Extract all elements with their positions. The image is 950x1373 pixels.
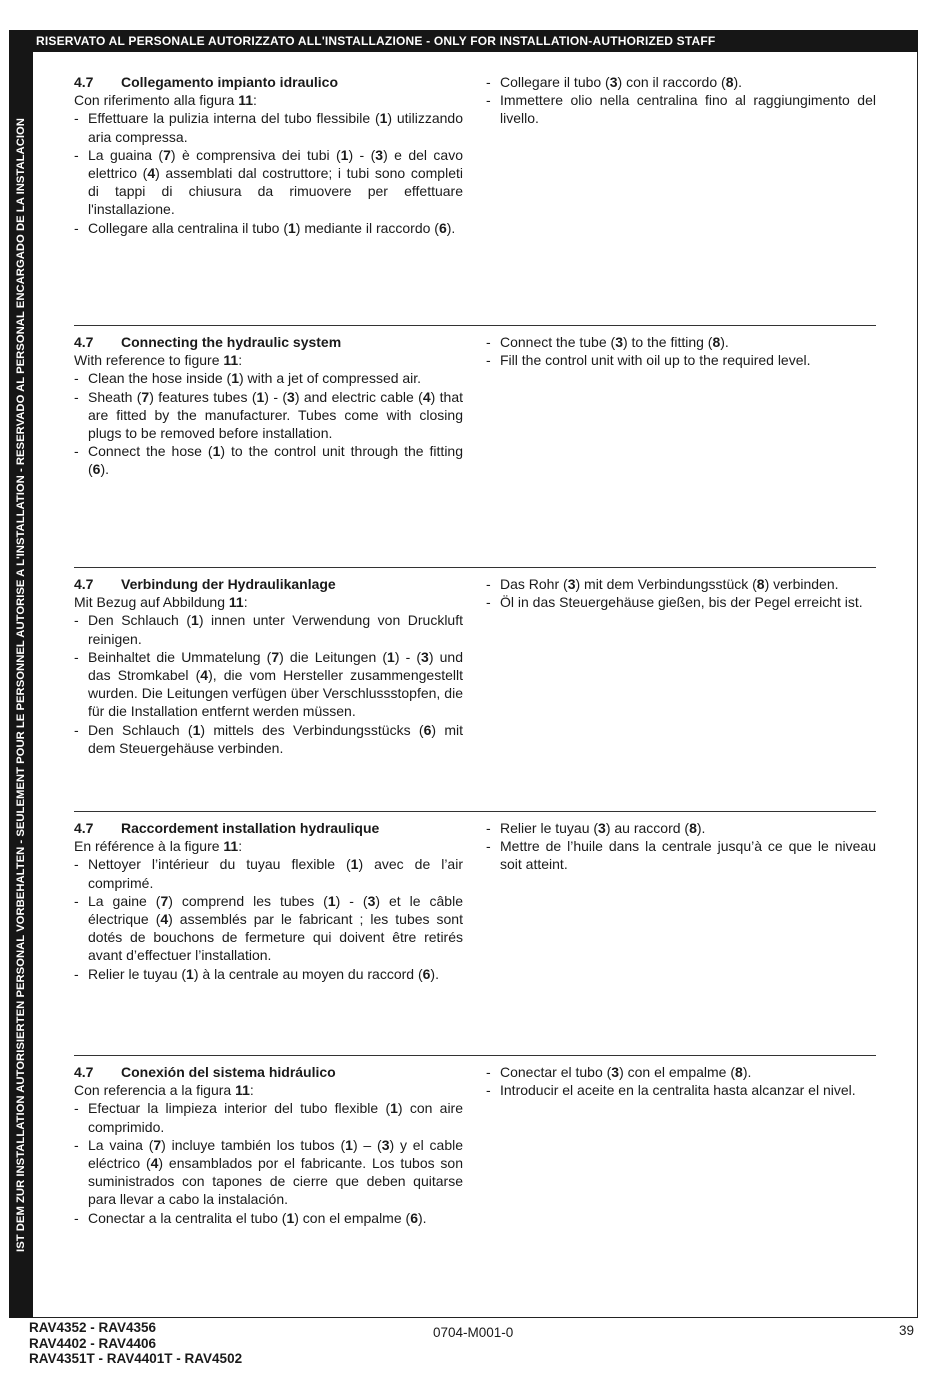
- reference-number: 7: [271, 648, 280, 665]
- text-run: ) mit dem Steuergehäuse verbinden.: [88, 721, 464, 756]
- sidebar-banner: [9, 52, 33, 1318]
- list-item: [486, 91, 876, 127]
- reference-number: 8: [725, 74, 734, 90]
- instruction-list: [74, 109, 463, 236]
- list-item: [74, 1136, 463, 1209]
- text-run: :: [238, 352, 243, 369]
- reference-number: 7: [163, 146, 171, 163]
- reference-number: 3: [567, 576, 576, 592]
- reference-number: 1: [379, 110, 388, 127]
- list-item: [486, 1063, 876, 1081]
- text-run: La gaine (: [88, 892, 161, 909]
- text-run: ) assemblés par le fabricant ; les tubes sont dotés de bouchons de fermeture qui doivent être retirés avant d’effectuer l’installation.: [88, 911, 463, 964]
- text-run: ) mit dem Verbindungsstück (: [575, 576, 757, 592]
- list-item: [74, 388, 463, 443]
- text-run: ) - (: [335, 892, 368, 909]
- reference-number: 1: [186, 965, 194, 982]
- right-column: [486, 819, 876, 874]
- section-french: [74, 811, 876, 982]
- instruction-list: [486, 1063, 876, 1099]
- text-run: Connect the tube (: [500, 334, 616, 350]
- text-run: ) - (: [348, 146, 376, 163]
- text-run: ) - (: [394, 648, 422, 665]
- reference-number: 7: [153, 1136, 162, 1153]
- text-run: Connect the hose (: [88, 443, 213, 460]
- list-item: [486, 593, 876, 611]
- list-item: [74, 1209, 463, 1227]
- section-intro: [74, 837, 463, 855]
- reference-number: 11: [238, 92, 253, 109]
- left-column: [74, 819, 463, 983]
- text-run: ) und das Stromkabel (: [88, 648, 463, 684]
- reference-number: 3: [375, 146, 384, 163]
- instruction-list: [486, 73, 876, 128]
- text-run: ).: [733, 74, 743, 90]
- list-item: [486, 819, 876, 837]
- section-number: 4.7: [74, 576, 94, 592]
- text-run: ) with a jet of compressed air.: [239, 370, 422, 387]
- section-title: Connecting the hydraulic system: [121, 334, 342, 350]
- section-number: 4.7: [74, 334, 94, 350]
- text-run: Öl in das Steuergehäuse gießen, bis der Pegel erreicht ist.: [500, 594, 863, 611]
- text-run: ) au raccord (: [605, 820, 690, 836]
- footer-models: [29, 1320, 242, 1367]
- text-run: Effettuare la pulizia interna del tubo flessibile (: [88, 110, 380, 127]
- text-run: Relier le tuyau (: [500, 820, 599, 836]
- reference-number: 7: [141, 388, 150, 405]
- text-run: Das Rohr (: [500, 576, 568, 592]
- section-title: Raccordement installation hydraulique: [121, 820, 380, 836]
- instruction-list: [486, 333, 876, 369]
- text-run: Mettre de l’huile dans la centrale jusqu’à ce que le niveau soit atteint.: [500, 838, 876, 873]
- text-run: :: [238, 838, 243, 855]
- reference-number: 6: [92, 461, 101, 478]
- reference-number: 3: [421, 648, 429, 665]
- reference-number: 4: [147, 165, 156, 182]
- text-run: Fill the control unit with oil up to the required level.: [500, 352, 811, 369]
- text-run: En référence à la figure: [74, 838, 224, 855]
- section-heading: [74, 333, 463, 351]
- text-run: ) mittels des Verbindungsstücks (: [200, 721, 424, 738]
- text-run: ).: [100, 461, 110, 478]
- list-item: [486, 837, 876, 873]
- text-run: Collegare il tubo (: [500, 74, 610, 90]
- reference-number: 8: [735, 1064, 743, 1080]
- instruction-list: [74, 611, 463, 757]
- section-heading: [74, 73, 463, 91]
- text-run: Con riferimento alla figura: [74, 92, 239, 109]
- text-run: ) to the fitting (: [622, 334, 713, 350]
- footer-model-line: RAV4402 - RAV4406: [29, 1335, 157, 1351]
- section-title: Collegamento impianto idraulico: [121, 74, 339, 90]
- text-run: ) mediante il raccordo (: [295, 219, 439, 236]
- reference-number: 1: [191, 612, 199, 629]
- text-run: ) utilizzando aria compressa.: [88, 110, 464, 145]
- right-column: [486, 73, 876, 128]
- text-run: ).: [417, 1209, 427, 1226]
- reference-number: 3: [367, 892, 376, 909]
- text-run: ) con el empalme (: [294, 1209, 411, 1226]
- list-item: [74, 109, 463, 145]
- reference-number: 1: [350, 856, 359, 873]
- document-code: 0704-M001-0: [433, 1325, 514, 1340]
- left-column: [74, 333, 463, 479]
- text-run: ).: [742, 1064, 752, 1080]
- section-number: 4.7: [74, 820, 94, 836]
- text-run: Collegare alla centralina il tubo (: [88, 219, 288, 236]
- text-run: Den Schlauch (: [88, 612, 192, 629]
- section-english: [74, 325, 876, 478]
- reference-number: 1: [340, 146, 349, 163]
- instruction-list: [74, 1099, 463, 1226]
- reference-number: 1: [288, 219, 296, 236]
- reference-number: 8: [756, 576, 765, 592]
- list-item: [74, 892, 463, 965]
- reference-number: 11: [223, 838, 239, 855]
- list-item: [74, 442, 463, 478]
- text-run: Con referencia a la figura: [74, 1082, 236, 1099]
- text-run: ) and electric cable (: [294, 388, 423, 405]
- list-item: [74, 648, 463, 721]
- right-column: [486, 575, 876, 611]
- section-heading: [74, 819, 463, 837]
- instruction-list: [486, 575, 876, 611]
- reference-number: 6: [410, 1209, 418, 1226]
- text-run: Conectar a la centralita el tubo (: [88, 1209, 287, 1226]
- section-spanish: [74, 1055, 876, 1226]
- left-column: [74, 73, 463, 237]
- text-run: ) y el cable eléctrico (: [88, 1136, 464, 1172]
- text-run: ).: [430, 965, 439, 982]
- text-run: ).: [446, 219, 456, 236]
- reference-number: 11: [228, 594, 244, 611]
- reference-number: 8: [689, 820, 697, 836]
- text-run: ) incluye también los tubos (: [161, 1136, 346, 1153]
- section-intro: [74, 351, 463, 369]
- section-heading: [74, 575, 463, 593]
- left-column: [74, 1063, 463, 1227]
- reference-number: 1: [256, 388, 265, 405]
- reference-number: 3: [381, 1136, 390, 1153]
- list-item: [74, 219, 463, 237]
- text-run: ) to the control unit through the fitting (: [88, 443, 463, 478]
- text-run: ).: [696, 820, 706, 836]
- text-run: ).: [720, 334, 729, 350]
- text-run: La vaina (: [88, 1136, 154, 1153]
- text-run: ) verbinden.: [764, 576, 839, 592]
- text-run: ) et le câble électrique (: [88, 892, 463, 928]
- text-run: Clean the hose inside (: [88, 370, 232, 387]
- reference-number: 6: [422, 965, 431, 982]
- sidebar-text: IST DEM ZUR INSTALLATION AUTORISIERTEN PERSONAL VORBEHALTEN - SEULEMENT POUR LE PERSONNEL AUTORISE A L'INSTALLATION - RESERVADO AL PERSONAL ENCARGADO DE LA INSTALACION: [15, 118, 27, 1252]
- section-intro: [74, 593, 463, 611]
- reference-number: 1: [390, 1100, 398, 1117]
- reference-number: 1: [192, 721, 201, 738]
- instruction-list: [74, 855, 463, 982]
- reference-number: 4: [150, 1155, 159, 1172]
- reference-number: 1: [286, 1209, 295, 1226]
- reference-number: 4: [422, 388, 431, 405]
- text-run: :: [249, 1082, 254, 1099]
- instruction-list: [486, 819, 876, 874]
- list-item: [486, 1081, 876, 1099]
- reference-number: 3: [611, 1064, 620, 1080]
- text-run: ) – (: [352, 1136, 382, 1153]
- text-run: ) avec de l’air comprimé.: [88, 856, 463, 891]
- text-run: :: [253, 92, 257, 109]
- text-run: ) die Leitungen (: [279, 648, 388, 665]
- text-run: :: [243, 594, 248, 611]
- section-title: Conexión del sistema hidráulico: [121, 1064, 336, 1080]
- section-number: 4.7: [74, 74, 94, 90]
- text-run: Efectuar la limpieza interior del tubo flexible (: [88, 1100, 391, 1117]
- list-item: [74, 965, 463, 983]
- header-banner: RISERVATO AL PERSONALE AUTORIZZATO ALL'INSTALLAZIONE - ONLY FOR INSTALLATION-AUTHORIZED STAFF: [9, 30, 918, 52]
- list-item: [74, 855, 463, 891]
- text-run: ) - (: [264, 388, 288, 405]
- text-run: Sheath (: [88, 388, 142, 405]
- reference-number: 4: [160, 911, 169, 928]
- list-item: [74, 1099, 463, 1135]
- text-run: Den Schlauch (: [88, 721, 193, 738]
- reference-number: 3: [615, 334, 623, 350]
- text-run: ) con el empalme (: [619, 1064, 736, 1080]
- text-run: ) con aire comprimido.: [88, 1100, 464, 1135]
- reference-number: 1: [212, 443, 221, 460]
- list-item: [74, 721, 463, 757]
- list-item: [74, 369, 463, 387]
- instruction-list: [74, 369, 463, 478]
- reference-number: 1: [327, 892, 336, 909]
- list-item: [486, 73, 876, 91]
- text-run: Nettoyer l’intérieur du tuyau flexible (: [88, 856, 351, 873]
- reference-number: 11: [235, 1082, 250, 1099]
- text-run: ) innen unter Verwendung von Druckluft reinigen.: [88, 612, 463, 647]
- reference-number: 6: [438, 219, 447, 236]
- list-item: [486, 575, 876, 593]
- text-run: ) e del cavo elettrico (: [88, 146, 464, 182]
- text-run: Immettere olio nella centralina fino al raggiungimento del livello.: [500, 92, 876, 127]
- section-intro: [74, 91, 463, 109]
- section-german: [74, 567, 876, 756]
- text-run: ) è comprensiva dei tubi (: [170, 146, 341, 163]
- text-run: With reference to figure: [74, 352, 224, 369]
- text-run: Introducir el aceite en la centralita hasta alcanzar el nivel.: [500, 1082, 856, 1099]
- text-run: Conectar el tubo (: [500, 1064, 612, 1080]
- reference-number: 8: [712, 334, 721, 350]
- list-item: [486, 333, 876, 351]
- section-heading: [74, 1063, 463, 1081]
- list-item: [74, 611, 463, 647]
- section-title: Verbindung der Hydraulikanlage: [121, 576, 336, 592]
- text-run: ) features tubes (: [149, 388, 257, 405]
- text-run: ) à la centrale au moyen du raccord (: [193, 965, 423, 982]
- text-run: La guaina (: [88, 146, 164, 163]
- text-run: Relier le tuyau (: [88, 965, 187, 982]
- left-column: [74, 575, 463, 757]
- reference-number: 3: [287, 388, 295, 405]
- text-run: ) ensamblados por el fabricante. Los tubos son suministrados con tapones de cierre que deben quitarse para llevar a cabo la instalación.: [88, 1155, 464, 1208]
- text-run: Mit Bezug auf Abbildung: [74, 594, 229, 611]
- page-number: 39: [899, 1323, 915, 1338]
- list-item: [486, 351, 876, 369]
- right-column: [486, 1063, 876, 1099]
- list-item: [74, 146, 463, 219]
- text-run: Beinhaltet die Ummatelung (: [88, 648, 272, 665]
- footer-model-line: RAV4351T - RAV4401T - RAV4502: [29, 1351, 243, 1366]
- text-run: ), die vom Hersteller zusammengestellt wurden. Die Leitungen verfügen über Verschlussstopfen, die für die Installation entfernt werden müssen.: [88, 667, 463, 720]
- section-intro: [74, 1081, 463, 1099]
- text-run: ) that are fitted by the manufacturer. Tubes come with closing plugs to be removed before installation.: [88, 388, 464, 442]
- reference-number: 7: [160, 892, 169, 909]
- reference-number: 1: [387, 648, 395, 665]
- footer-model-line: RAV4352 - RAV4356: [29, 1320, 157, 1335]
- text-run: ) con il raccordo (: [617, 74, 726, 90]
- reference-number: 3: [598, 820, 606, 836]
- section-number: 4.7: [74, 1064, 94, 1080]
- reference-number: 6: [423, 721, 432, 738]
- reference-number: 3: [609, 74, 618, 90]
- right-column: [486, 333, 876, 369]
- text-run: ) assemblati dal costruttore; i tubi sono completi di tappi di chiusura da rimuovere per effettuare l'installazione.: [88, 165, 463, 218]
- reference-number: 11: [223, 352, 239, 369]
- text-run: ) comprend les tubes (: [168, 892, 328, 909]
- reference-number: 1: [231, 370, 239, 387]
- reference-number: 1: [345, 1136, 353, 1153]
- reference-number: 4: [200, 667, 209, 684]
